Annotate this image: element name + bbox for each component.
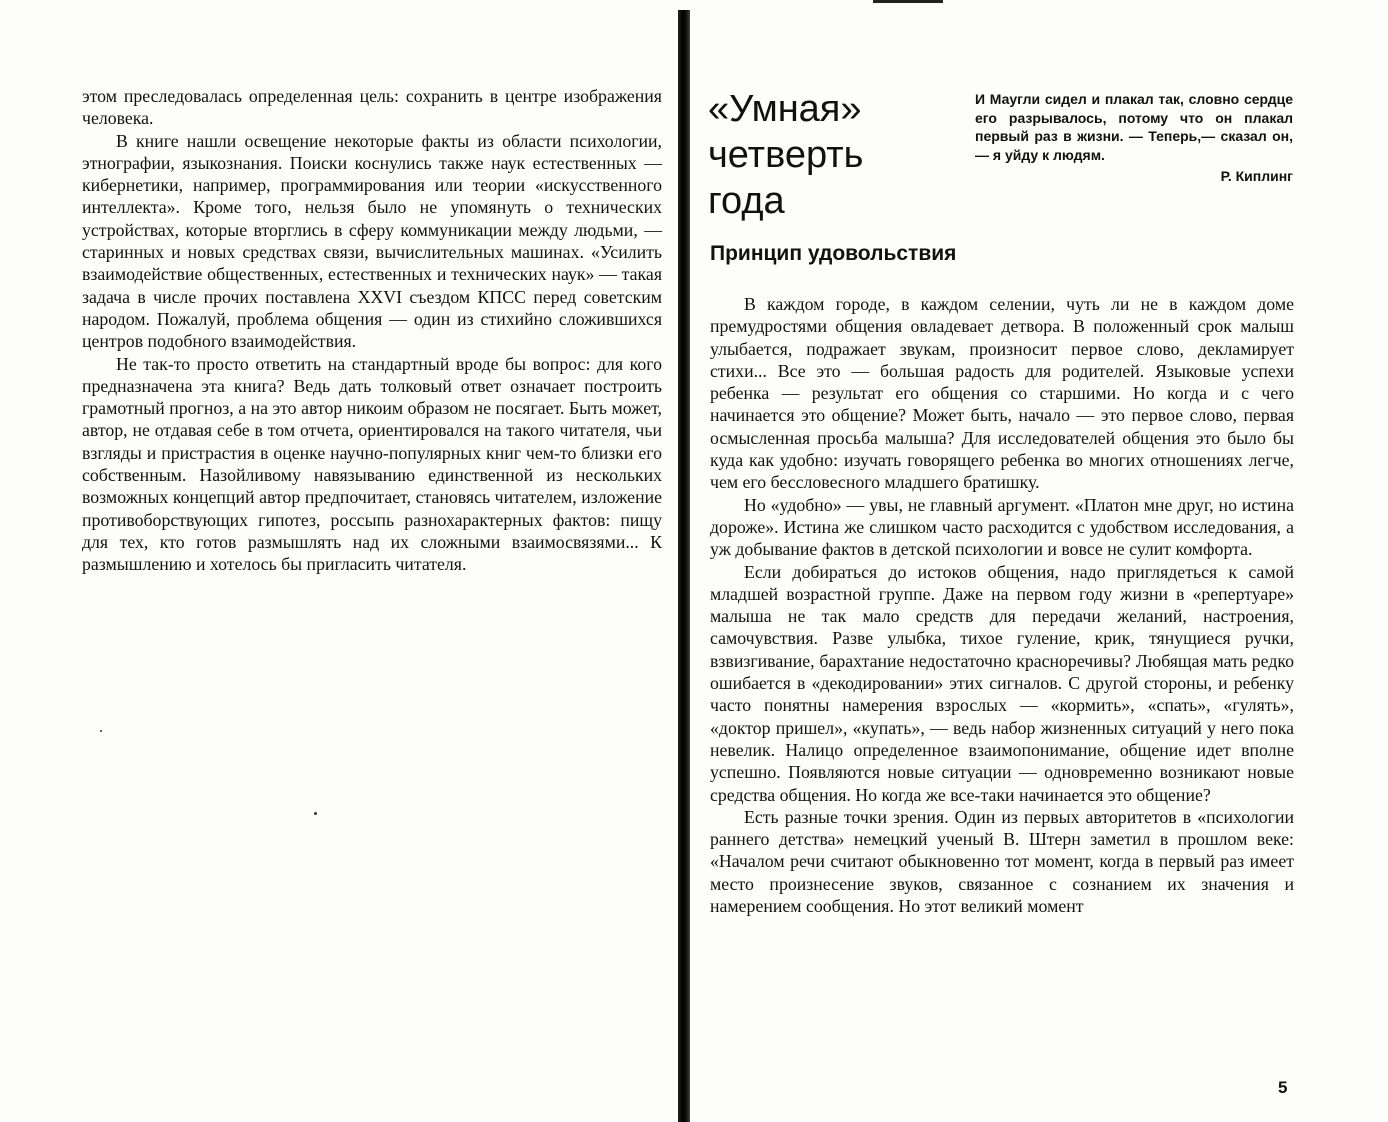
left-page: [0, 0, 678, 1122]
left-paragraph-3: Не так-то просто ответить на стандартный вроде бы вопрос: для кого предназначена эта книга? Ведь дать толковый ответ означает построить грамотный прогноз, а на это автор никоим образом не посягает. Быть может, автор, не отдавая себе в том отчета, ориентировался на такого читателя, чьи взгляды и пристрастия в оценке научно-популярных книг чем-то близки его собственным. Назойливому навязыванию единственной из нескольких возможных концепций автор предпочитает, становясь читателем, изложение противоборствующих гипотез, россыпь разнохарактерных фактов: пищу для тех, кто готов размышлять над их сложными взаимосвязями... К размышлению и хотелось бы пригласить читателя.: [82, 353, 662, 575]
print-speck: [314, 812, 317, 815]
epigraph-quote: И Маугли сидел и плакал так, словно сердце его разрывалось, потому что он плакал первый раз в жизни. — Теперь,— сказал он,— я уйду к людям.: [975, 91, 1293, 163]
right-paragraph-1: В каждом городе, в каждом селении, чуть ли не в каждом доме премудростями общения овладевает детвора. В положенный срок малыш улыбается, подражает звукам, произносит первое слово, декламирует стихи... Все это — большая радость для родителей. Языковые успехи ребенка — результат его общения со старшими. Но когда и с чего начинается это общение? Может быть, начало — это первое слово, первая осмысленная просьба малыша? Для исследователей общения это было бы куда как удобно: изучать говорящего ребенка во многих отношениях легче, чем его бессловесного младшего братишку.: [710, 294, 1294, 493]
left-text-column: [82, 85, 662, 576]
section-heading: Принцип удовольствия: [710, 242, 957, 265]
epigraph: [975, 90, 1293, 184]
right-text-column: [710, 293, 1294, 917]
right-paragraph-4: Есть разные точки зрения. Один из первых авторитетов в «психологии раннего детства» немецкий ученый В. Штерн заметил в прошлом веке: «Началом речи считают обыкновенно тот момент, когда в первый раз имеет место произнесение звуков, связанное с сознанием их значения и намерением сообщения. Но этот великий момент: [710, 806, 1294, 917]
book-spine: [678, 10, 690, 1122]
chapter-title: «Умная» четверть года: [708, 88, 864, 222]
left-paragraph-2: В книге нашли освещение некоторые факты из области психологии, этнографии, языкознания. Поиски коснулись также наук естественных — кибернетики, например, программирования или теории «искусственного интеллекта». Кроме того, нельзя было не упомянуть о технических устройствах, которые вторглись в сферу коммуникации между людьми, — старинных и новых средствах связи, вычислительных машинах. «Усилить взаимодействие общественных, естественных и технических наук» — такая задача в числе прочих поставлена XXVI съездом КПСС перед советским народом. Пожалуй, проблема общения — один из стихийно сложившихся центров подобного взаимодействия.: [82, 130, 662, 352]
print-speck: [100, 730, 102, 732]
right-paragraph-2: Но «удобно» — увы, не главный аргумент. «Платон мне друг, но истина дороже». Истина же слишком часто расходится с удобством исследования, а уж добывание фактов в детской психологии и вовсе не сулит комфорта.: [710, 494, 1294, 560]
right-paragraph-3: Если добираться до истоков общения, надо приглядеться к самой младшей возрастной группе. Даже на первом году жизни в «репертуаре» малыша не так мало средств для передачи желаний, настроения, самочувствия. Разве улыбка, тихое гуление, крик, тянущиеся ручки, взвизгивание, барахтание недостаточно красноречивы? Любящая мать редко ошибается в «декодировании» этих сигналов. С другой стороны, и ребенку часто понятны намерения взрослых — «кормить», «спать», «гулять», «доктор пришел», «купать», — ведь набор жизненных ситуаций у него пока невелик. Налицо определенное взаимопонимание, общение идет вполне успешно. Появляются новые ситуации — одновременно возникают новые средства общения. Но когда же все-таки начинается это общение?: [710, 561, 1294, 805]
page-number: 5: [1278, 1078, 1288, 1097]
left-paragraph-1: этом преследовалась определенная цель: сохранить в центре изображения человека.: [82, 86, 662, 129]
epigraph-author: Р. Киплинг: [1220, 168, 1293, 184]
